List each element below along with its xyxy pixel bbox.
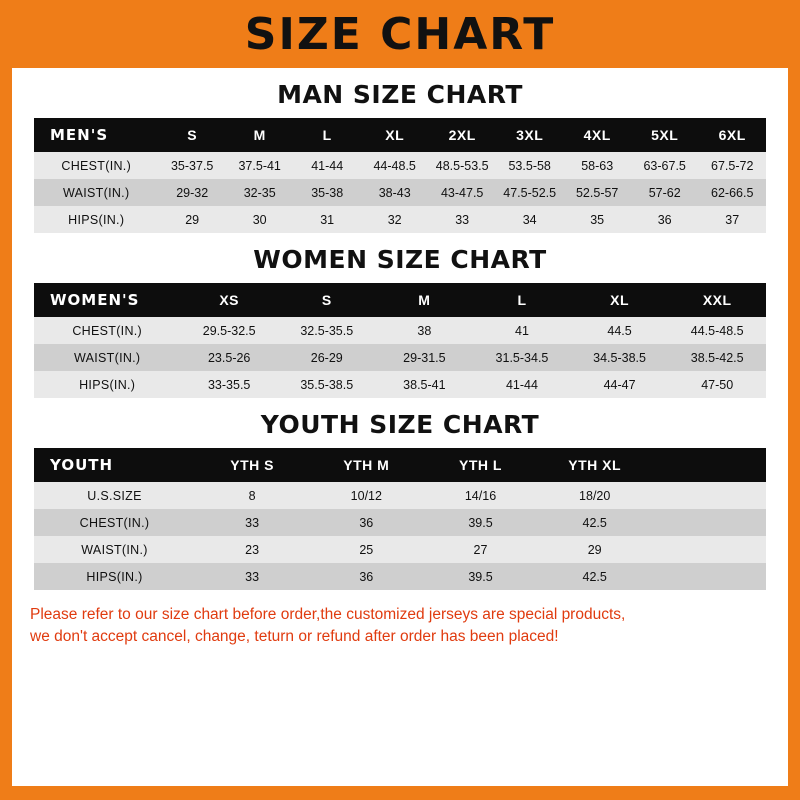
table-cell: 25 xyxy=(309,536,423,563)
table-cell: 41-44 xyxy=(293,152,361,179)
column-header: L xyxy=(293,118,361,152)
table-cell: 18/20 xyxy=(538,482,652,509)
table-cell: 8 xyxy=(195,482,309,509)
table-cell: 44-48.5 xyxy=(361,152,429,179)
column-header: L xyxy=(473,283,571,317)
table-cell: 42.5 xyxy=(538,563,652,590)
column-header: 6XL xyxy=(698,118,766,152)
row-label: CHEST(IN.) xyxy=(34,317,180,344)
table-cell: 34 xyxy=(496,206,564,233)
table-cell: 44-47 xyxy=(571,371,669,398)
table-cell: 36 xyxy=(309,563,423,590)
table-row xyxy=(34,482,766,509)
table-cell: 35-37.5 xyxy=(158,152,226,179)
table-cell: 44.5-48.5 xyxy=(668,317,766,344)
table-cell: 32-35 xyxy=(226,179,294,206)
column-header: YTH S xyxy=(195,448,309,482)
row-label: HIPS(IN.) xyxy=(34,371,180,398)
table-cell: 44.5 xyxy=(571,317,669,344)
table-cell: 32.5-35.5 xyxy=(278,317,376,344)
table-cell: 35.5-38.5 xyxy=(278,371,376,398)
column-header: S xyxy=(278,283,376,317)
table-cell: 36 xyxy=(309,509,423,536)
row-label: WAIST(IN.) xyxy=(34,179,158,206)
table-cell-spacer xyxy=(652,563,766,590)
table-cell: 35 xyxy=(563,206,631,233)
footer-note-line-1: Please refer to our size chart before order,the customized jerseys are special products, xyxy=(30,606,626,623)
table-cell: 41 xyxy=(473,317,571,344)
table-cell: 58-63 xyxy=(563,152,631,179)
column-header: XS xyxy=(180,283,278,317)
table-cell: 57-62 xyxy=(631,179,699,206)
table-cell: 29.5-32.5 xyxy=(180,317,278,344)
table-header-row xyxy=(34,283,766,317)
table-row xyxy=(34,152,766,179)
column-header-row-label: YOUTH xyxy=(34,448,195,482)
table-cell: 38-43 xyxy=(361,179,429,206)
row-label: HIPS(IN.) xyxy=(34,563,195,590)
table-cell: 32 xyxy=(361,206,429,233)
table-cell: 39.5 xyxy=(423,563,537,590)
column-header: YTH M xyxy=(309,448,423,482)
column-header: YTH L xyxy=(423,448,537,482)
table-cell: 47.5-52.5 xyxy=(496,179,564,206)
table-row xyxy=(34,371,766,398)
column-header-spacer xyxy=(652,448,766,482)
footer-note-line-2: we don't accept cancel, change, teturn or refund after order has been placed! xyxy=(30,628,559,646)
table-cell: 62-66.5 xyxy=(698,179,766,206)
table-cell: 47-50 xyxy=(668,371,766,398)
table-cell: 26-29 xyxy=(278,344,376,371)
column-header: 3XL xyxy=(496,118,564,152)
table-cell: 34.5-38.5 xyxy=(571,344,669,371)
table-cell: 31 xyxy=(293,206,361,233)
footer-note xyxy=(30,604,770,649)
table-cell: 39.5 xyxy=(423,509,537,536)
youth-size-table xyxy=(34,448,766,590)
row-label: CHEST(IN.) xyxy=(34,152,158,179)
table-cell: 42.5 xyxy=(538,509,652,536)
table-cell: 29 xyxy=(538,536,652,563)
table-cell: 37.5-41 xyxy=(226,152,294,179)
table-cell: 29-31.5 xyxy=(376,344,474,371)
table-row xyxy=(34,179,766,206)
column-header: XXL xyxy=(668,283,766,317)
table-cell: 48.5-53.5 xyxy=(428,152,496,179)
table-cell: 10/12 xyxy=(309,482,423,509)
table-cell: 38 xyxy=(376,317,474,344)
table-row xyxy=(34,344,766,371)
table-row xyxy=(34,317,766,344)
table-cell: 33-35.5 xyxy=(180,371,278,398)
table-cell: 67.5-72 xyxy=(698,152,766,179)
column-header: XL xyxy=(361,118,429,152)
section-youth xyxy=(12,410,788,590)
table-cell: 36 xyxy=(631,206,699,233)
row-label: WAIST(IN.) xyxy=(34,536,195,563)
table-cell: 52.5-57 xyxy=(563,179,631,206)
table-cell: 30 xyxy=(226,206,294,233)
column-header: 5XL xyxy=(631,118,699,152)
table-cell: 38.5-42.5 xyxy=(668,344,766,371)
column-header: S xyxy=(158,118,226,152)
column-header: M xyxy=(376,283,474,317)
table-cell: 35-38 xyxy=(293,179,361,206)
table-row xyxy=(34,509,766,536)
row-label: WAIST(IN.) xyxy=(34,344,180,371)
table-row xyxy=(34,536,766,563)
table-cell-spacer xyxy=(652,482,766,509)
table-cell: 41-44 xyxy=(473,371,571,398)
column-header: 2XL xyxy=(428,118,496,152)
row-label: CHEST(IN.) xyxy=(34,509,195,536)
table-row xyxy=(34,563,766,590)
section-title-youth: YOUTH SIZE CHART xyxy=(260,410,540,439)
table-cell: 27 xyxy=(423,536,537,563)
table-cell: 29 xyxy=(158,206,226,233)
table-cell: 33 xyxy=(195,563,309,590)
table-header-row xyxy=(34,118,766,152)
section-men xyxy=(12,80,788,233)
column-header: YTH XL xyxy=(538,448,652,482)
table-cell: 33 xyxy=(195,509,309,536)
section-women xyxy=(12,245,788,398)
table-cell: 14/16 xyxy=(423,482,537,509)
table-cell-spacer xyxy=(652,536,766,563)
table-cell: 63-67.5 xyxy=(631,152,699,179)
table-cell: 23 xyxy=(195,536,309,563)
table-header-row xyxy=(34,448,766,482)
column-header: XL xyxy=(571,283,669,317)
table-cell: 31.5-34.5 xyxy=(473,344,571,371)
column-header: M xyxy=(226,118,294,152)
table-cell: 37 xyxy=(698,206,766,233)
row-label: U.S.SIZE xyxy=(34,482,195,509)
banner xyxy=(0,0,800,68)
section-title-women: WOMEN SIZE CHART xyxy=(253,245,547,274)
column-header-row-label: WOMEN'S xyxy=(34,283,180,317)
men-size-table xyxy=(34,118,766,233)
row-label: HIPS(IN.) xyxy=(34,206,158,233)
table-row xyxy=(34,206,766,233)
column-header-row-label: MEN'S xyxy=(34,118,158,152)
column-header: 4XL xyxy=(563,118,631,152)
women-size-table xyxy=(34,283,766,398)
section-title-men: MAN SIZE CHART xyxy=(277,80,523,109)
table-cell: 53.5-58 xyxy=(496,152,564,179)
table-cell: 38.5-41 xyxy=(376,371,474,398)
table-cell-spacer xyxy=(652,509,766,536)
table-cell: 23.5-26 xyxy=(180,344,278,371)
page-title: SIZE CHART xyxy=(244,8,556,60)
table-cell: 43-47.5 xyxy=(428,179,496,206)
bottom-accent-strip xyxy=(0,786,800,800)
table-cell: 29-32 xyxy=(158,179,226,206)
table-cell: 33 xyxy=(428,206,496,233)
